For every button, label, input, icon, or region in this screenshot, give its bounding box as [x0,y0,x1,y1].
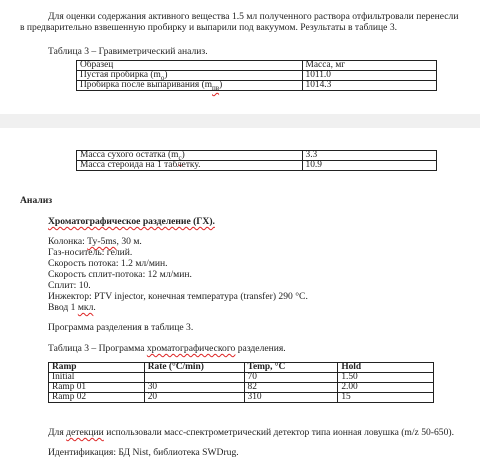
table-row [49,383,434,393]
table-header-cell: Rate (°C/min) [144,363,244,373]
gc-title: Хроматографическое разделение (ГХ). [48,216,215,227]
table-cell: Пробирка после выпаривания $(m_{пв})$ [77,81,303,91]
table-row [77,161,437,171]
gravimetric-table [76,60,437,91]
table-header-row [77,61,437,71]
table-cell: 1.50 [338,373,434,383]
table-row [49,393,434,403]
table-row [77,81,437,91]
table-header-cell: Ramp [49,363,145,373]
table-cell: 2.00 [338,383,434,393]
table-caption: Таблица 3 – Гравиметрический анализ. [48,46,208,57]
table-cell: 3.3 [302,151,436,161]
table-header-cell: Hold [338,363,434,373]
table-cell [144,373,244,383]
program-table-caption: Таблица 3 – Программа хроматографического разделения. [48,343,286,354]
gc-column: Колонка: Ту-5ms, 30 м. [48,236,142,247]
table-cell: Масса сухого остатка $(m_с)$ [77,151,303,161]
gravimetric-table-continued [76,150,437,171]
section-heading: Анализ [20,195,53,206]
document-page-1 [0,0,480,114]
intro-line-1: Для оценки содержания активного вещества 1.5 мл полученного раствора отфильтровали перенесли [48,11,459,22]
table-cell: 30 [144,383,244,393]
table-row [49,373,434,383]
program-reference: Программа разделения в таблице 3. [48,322,194,333]
identification-text: Идентификация: БД Nist, библиотека SWDrug. [48,447,239,457]
table-cell: Масса стероида на 1 таблетку. [77,161,303,171]
table-header-cell: Масса, мг [302,61,436,71]
table-row [77,71,437,81]
table-header-cell: Temp, °C [244,363,338,373]
table-cell: 20 [144,393,244,403]
table-cell: 310 [244,393,338,403]
gc-injection: Ввод 1 мкл. [48,302,96,313]
gc-split-flow: Скорость сплит-потока: 12 мл/мин. [48,269,192,280]
table-cell: 70 [244,373,338,383]
gc-injector: Инжектор: PTV injector, конечная температура (transfer) 290 °С. [48,291,308,302]
temperature-program-table [48,362,434,403]
detection-text: Для детекции использовали масс-спектрометрический детектор типа ионная ловушка (m/z 50-650). [48,427,454,438]
gc-flow: Скорость потока: 1.2 мл/мин. [48,258,168,269]
table-header-row [49,363,434,373]
table-cell: Пустая пробирка $(m_o)$ [77,71,303,81]
table-row [77,151,437,161]
page-break [0,114,480,128]
table-cell: Initial [49,373,145,383]
intro-line-2: в предварительно взвешенную пробирку и выпарили под вакуумом. Результаты в таблице 3. [20,22,398,33]
table-cell: Ramp 01 [49,383,145,393]
table-header-cell: Образец [77,61,303,71]
gc-split: Сплит: 10. [48,280,91,291]
document-page-2 [0,128,480,457]
gc-carrier: Газ-носитель: гелий. [48,247,133,258]
table-cell: 1014.3 [302,81,436,91]
table-cell: 82 [244,383,338,393]
table-cell: 10.9 [302,161,436,171]
table-cell: 15 [338,393,434,403]
table-cell: Ramp 02 [49,393,145,403]
table-cell: 1011.0 [302,71,436,81]
